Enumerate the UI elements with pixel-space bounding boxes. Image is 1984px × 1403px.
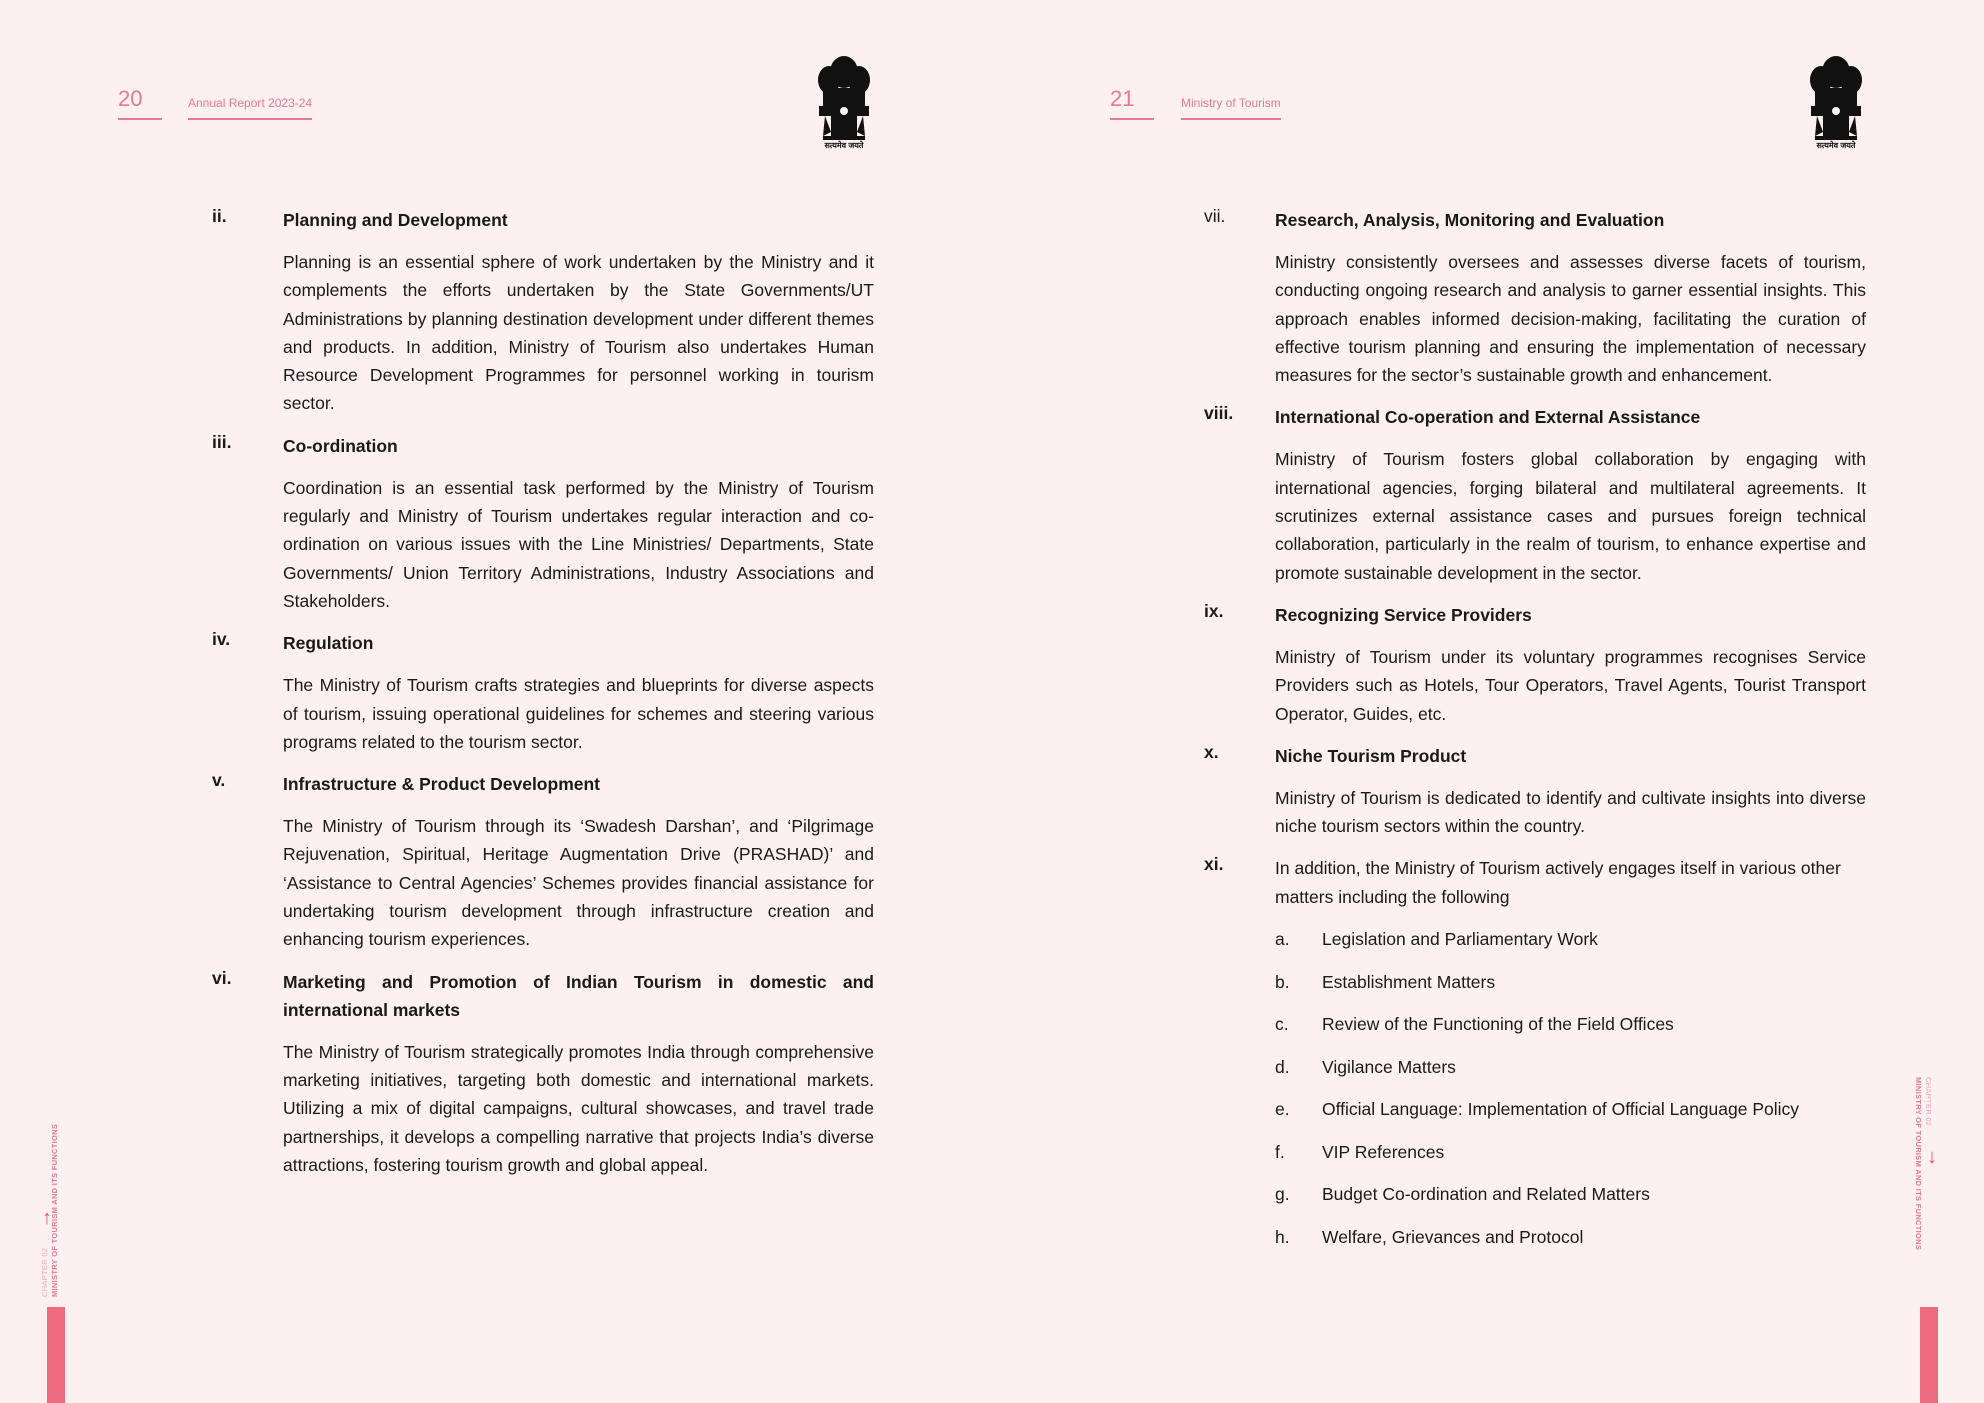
side-chapter: CHAPTER 02 bbox=[1924, 1077, 1933, 1127]
item-text: The Ministry of Tourism through its ‘Swadesh Darshan’, and ‘Pilgrimage Rejuvenation, Spiritual, Heritage Augmentation Drive (PRASHAD)’ and ‘Assistance to Central Agencies’ Schemes provides financial assistance for undertaking tourism development through infrastructure creation and enhancing tourism experiences. bbox=[283, 816, 874, 950]
side-chapter-name: MINISTRY OF TOURISM AND ITS FUNCTIONS bbox=[50, 1123, 59, 1297]
list-item bbox=[1204, 601, 1866, 728]
running-title: Annual Report 2023-24 bbox=[188, 96, 312, 120]
side-accent-bar bbox=[47, 1307, 65, 1403]
list-item bbox=[1204, 742, 1866, 841]
item-text: Ministry of Tourism fosters global collaboration by engaging with international agencies, forging bilateral and multilateral agreements. It scrutinizes external assistance cases and pursues foreign technical collaboration, particularly in the realm of tourism, to enhance expertise and promote sustainable development in the sector. bbox=[1275, 449, 1866, 583]
item-number: xi. bbox=[1204, 854, 1224, 875]
sub-letter: f. bbox=[1275, 1141, 1285, 1162]
sub-list-item bbox=[1275, 1138, 1866, 1166]
sub-text: Review of the Functioning of the Field Offices bbox=[1322, 1014, 1674, 1035]
item-heading: Co-ordination bbox=[283, 435, 398, 456]
side-chapter: CHAPTER 02 bbox=[40, 1247, 49, 1297]
item-heading: Marketing and Promotion of Indian Tourism in domestic and international markets bbox=[283, 971, 874, 1020]
item-heading: International Co-operation and External Assistance bbox=[1275, 407, 1701, 428]
item-heading: Niche Tourism Product bbox=[1275, 745, 1467, 766]
sub-text: Welfare, Grievances and Protocol bbox=[1322, 1226, 1584, 1247]
sub-letter: c. bbox=[1275, 1014, 1289, 1035]
page-number: 21 bbox=[1110, 86, 1154, 120]
national-emblem-icon bbox=[809, 50, 879, 154]
sub-list-item bbox=[1275, 1095, 1866, 1123]
sub-letter: e. bbox=[1275, 1099, 1290, 1120]
item-number: v. bbox=[212, 770, 226, 791]
list-item bbox=[1204, 206, 1866, 389]
item-number: vii. bbox=[1204, 206, 1226, 226]
right-content bbox=[1204, 206, 1866, 1265]
item-heading: Recognizing Service Providers bbox=[1275, 604, 1532, 625]
list-item bbox=[212, 432, 874, 615]
left-content bbox=[212, 206, 874, 1193]
page-number: 20 bbox=[118, 86, 162, 120]
item-heading: Regulation bbox=[283, 633, 374, 654]
national-emblem-icon bbox=[1801, 50, 1871, 154]
sub-text: Legislation and Parliamentary Work bbox=[1322, 929, 1598, 950]
sub-text: Official Language: Implementation of Official Language Policy bbox=[1322, 1099, 1800, 1120]
sub-list-item bbox=[1275, 1223, 1866, 1251]
item-text: Ministry of Tourism under its voluntary programmes recognises Service Providers such as Hotels, Tour Operators, Travel Agents, Tourist Transport Operator, Guides, etc. bbox=[1275, 646, 1866, 724]
side-accent-bar bbox=[1920, 1307, 1938, 1403]
arrow-up-icon: ↑ bbox=[42, 1207, 52, 1229]
list-item bbox=[212, 770, 874, 953]
item-number: viii. bbox=[1204, 403, 1234, 424]
side-chapter-name: MINISTRY OF TOURISM AND ITS FUNCTIONS bbox=[1914, 1077, 1923, 1251]
sub-letter: h. bbox=[1275, 1226, 1290, 1247]
list-item bbox=[212, 968, 874, 1179]
side-chapter-label bbox=[1903, 1077, 1933, 1297]
side-chapter-label bbox=[40, 1077, 70, 1297]
item-number: x. bbox=[1204, 741, 1219, 762]
sub-list-item bbox=[1275, 968, 1866, 996]
item-number: vi. bbox=[212, 967, 232, 988]
emblem-caption: सत्यमेव जयते bbox=[1816, 141, 1856, 150]
item-text: In addition, the Ministry of Tourism actively engages itself in various other matters including the following bbox=[1275, 858, 1841, 907]
sub-list-item bbox=[1275, 1010, 1866, 1038]
list-item bbox=[212, 206, 874, 418]
sub-text: VIP References bbox=[1322, 1141, 1445, 1162]
sub-list bbox=[1275, 925, 1866, 1251]
sub-list-item bbox=[1275, 925, 1866, 953]
item-text: Planning is an essential sphere of work undertaken by the Ministry and it complements the efforts undertaken by the State Governments/UT Administrations by planning destination development under different themes and products. In addition, Ministry of Tourism also undertakes Human Resource Development Programmes for personnel working in tourism sector. bbox=[283, 252, 874, 414]
sub-text: Vigilance Matters bbox=[1322, 1056, 1456, 1077]
item-text: The Ministry of Tourism strategically promotes India through comprehensive marketing initiatives, targeting both domestic and international markets. Utilizing a mix of digital campaigns, cultural showcases, and travel trade partnerships, it develops a compelling narrative that projects India’s diverse attractions, fostering tourism growth and global appeal. bbox=[283, 1041, 874, 1175]
item-number: ix. bbox=[1204, 600, 1224, 621]
item-number: ii. bbox=[212, 206, 227, 226]
emblem-caption: सत्यमेव जयते bbox=[824, 141, 864, 150]
running-title: Ministry of Tourism bbox=[1181, 96, 1281, 120]
item-number: iv. bbox=[212, 629, 231, 650]
list-item bbox=[1204, 854, 1866, 1250]
sub-text: Establishment Matters bbox=[1322, 971, 1496, 992]
sub-letter: b. bbox=[1275, 971, 1290, 992]
item-heading: Planning and Development bbox=[283, 210, 508, 230]
sub-letter: g. bbox=[1275, 1184, 1290, 1205]
item-text: The Ministry of Tourism crafts strategies and blueprints for diverse aspects of tourism, issuing operational guidelines for schemes and steering various programs related to the tourism sector. bbox=[283, 675, 874, 752]
item-text: Coordination is an essential task performed by the Ministry of Tourism regularly and Ministry of Tourism undertakes regular interaction and co-ordination on various issues with the Line Ministries/ Departments, State Governments/ Union Territory Administrations, Industry Associations and Stakeholders. bbox=[283, 477, 874, 611]
sub-letter: a. bbox=[1275, 929, 1290, 950]
sub-text: Budget Co-ordination and Related Matters bbox=[1322, 1184, 1650, 1205]
sub-list-item bbox=[1275, 1180, 1866, 1208]
item-text: Ministry consistently oversees and assesses diverse facets of tourism, conducting ongoing research and analysis to garner essential insights. This approach enables informed decision-making, facilitating the curation of effective tourism planning and ensuring the implementation of necessary measures for the sector’s sustainable growth and enhancement. bbox=[1275, 252, 1866, 386]
right-page bbox=[992, 0, 1984, 1403]
item-text: Ministry of Tourism is dedicated to identify and cultivate insights into diverse niche tourism sectors within the country. bbox=[1275, 787, 1866, 837]
sub-letter: d. bbox=[1275, 1056, 1290, 1077]
item-heading: Infrastructure & Product Development bbox=[283, 774, 600, 795]
item-heading: Research, Analysis, Monitoring and Evaluation bbox=[1275, 210, 1665, 230]
list-item bbox=[1204, 403, 1866, 586]
arrow-down-icon: ↓ bbox=[1927, 1146, 1937, 1168]
sub-list-item bbox=[1275, 1053, 1866, 1081]
item-number: iii. bbox=[212, 431, 232, 452]
list-item bbox=[212, 629, 874, 756]
